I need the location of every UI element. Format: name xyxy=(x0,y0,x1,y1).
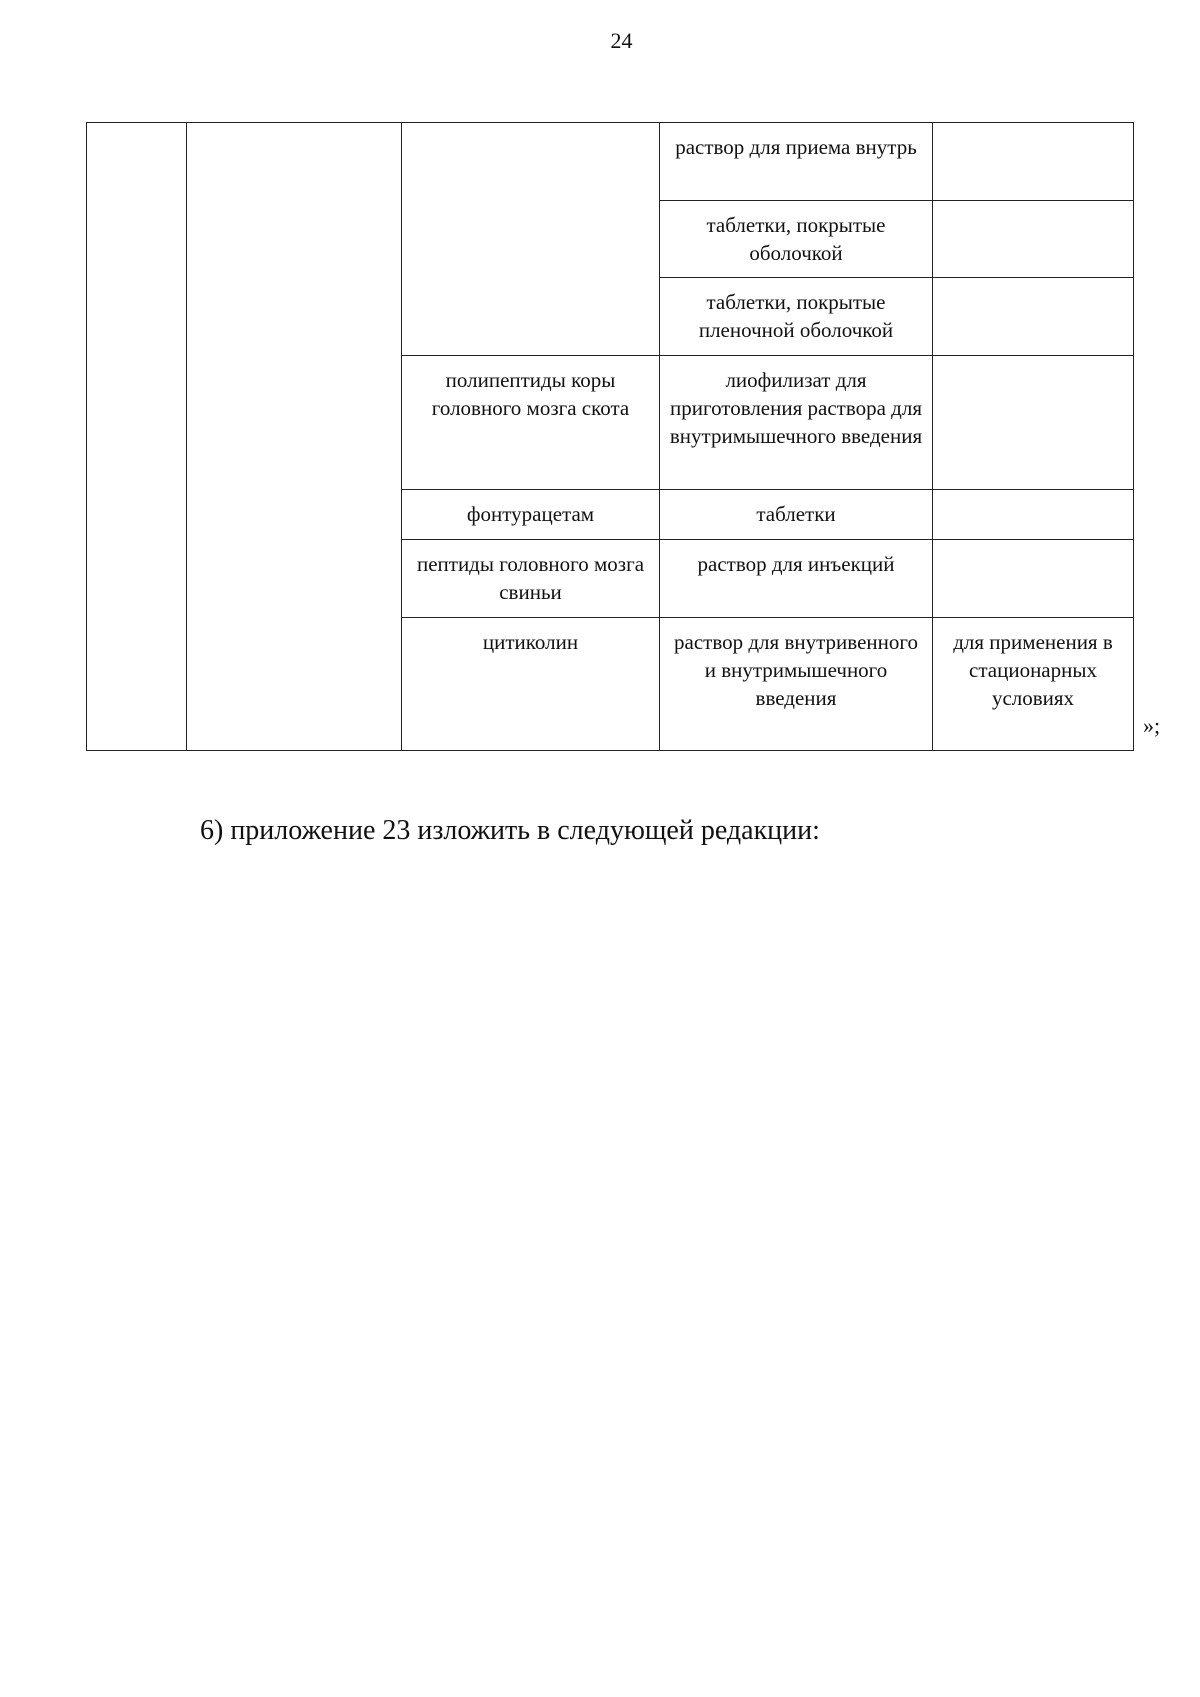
note-cell xyxy=(933,490,1134,540)
closing-quote-mark: »; xyxy=(1143,713,1161,738)
dosage-form-cell: таблетки, покрытые оболочкой xyxy=(660,201,933,278)
note-cell xyxy=(933,278,1134,356)
note-cell xyxy=(933,540,1134,618)
table-row xyxy=(87,123,1134,201)
medication-table xyxy=(86,122,1134,751)
drug-name-cell: цитиколин xyxy=(402,618,660,751)
note-cell xyxy=(933,123,1134,201)
code-cell xyxy=(87,123,187,751)
note-cell xyxy=(933,201,1134,278)
instruction-paragraph: 6) приложение 23 изложить в следующей редакции: xyxy=(200,815,820,846)
drug-name-cell: фонтурацетам xyxy=(402,490,660,540)
drug-name-cell: пептиды головного мозга свиньи xyxy=(402,540,660,618)
dosage-form-cell: таблетки xyxy=(660,490,933,540)
dosage-form-cell: таблетки, покрытые пленочной оболочкой xyxy=(660,278,933,356)
drug-name-cell: полипептиды коры головного мозга скота xyxy=(402,356,660,490)
page-number: 24 xyxy=(610,28,633,53)
drug-name-cell xyxy=(402,123,660,356)
note-cell xyxy=(933,356,1134,490)
dosage-form-cell: лиофилизат для приготовления раствора для внутримышечного введения xyxy=(660,356,933,490)
dosage-form-cell: раствор для инъекций xyxy=(660,540,933,618)
note-cell: для применения в стационарных условиях xyxy=(933,618,1134,751)
group-cell xyxy=(187,123,402,751)
dosage-form-cell: раствор для приема внутрь xyxy=(660,123,933,201)
dosage-form-cell: раствор для внутривенного и внутримышечного введения xyxy=(660,618,933,751)
